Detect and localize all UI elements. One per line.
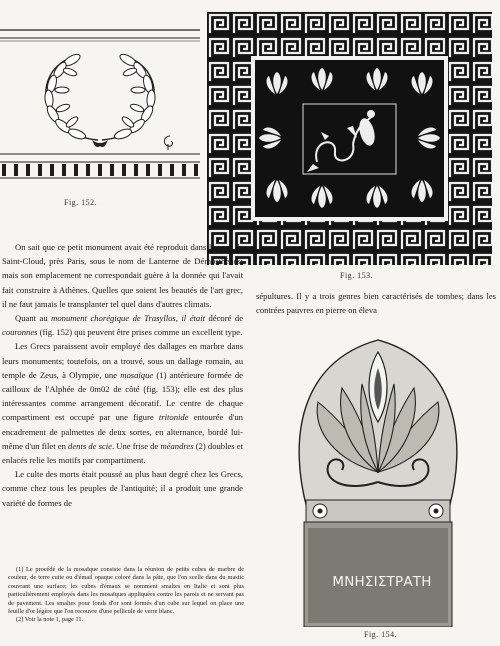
paragraph-mosaique: Les Grecs paraissent avoir employé des dallages en marbre dans leurs monuments; toutefois, on a trouvé, sous un dallage romain, au temple de Zeus, à Olympie, une mosaïque (1) antérieure formée de cailloux de l'Alphée de 0m02 de côté (fig. 153); elle est des plus intéressantes comme arrangement décoratif. Le centre de chaque compartiment est occupé par une figure tritonide entourée d'un encadrement de palmettes de deux sortes, en alternance, bordé lui-même d'un filet en dents de scie. Une frise de méandres (2) doubles et enlacés relie les motifs par compartiment. xyxy=(2,341,243,466)
footnote-2: (2) Voir la note 1, page 11. xyxy=(16,616,84,624)
left-column xyxy=(2,240,243,510)
stele-inscription: ΜΝΗΣΙΣΤΡΑΤΗ xyxy=(332,574,432,590)
paragraph-culte-morts: Le culte des morts était poussé au plus haut degré chez les Grecs, comme chez tous les peuples de l'antiquité; il a produit une grande variété de formes de xyxy=(2,469,243,508)
mosaic-illustration xyxy=(207,12,492,265)
figure-153-caption: Fig. 153. xyxy=(340,271,374,280)
right-column xyxy=(256,289,496,317)
paragraph-lanterne: On sait que ce petit monument avait été reproduit dans le parc de Saint-Cloud, près Paris, sous le nom de Lanterne de Démosthènes; mais son emplacement ne correspondait guère à la donnée qui l'avait fait construire à Athènes. Quelles que soient les beautés de l'art grec, il ne faut jamais le transplanter tel quel dans d'autres climats. xyxy=(2,242,243,309)
laurel-wreath-illustration xyxy=(0,0,200,200)
footnotes xyxy=(8,566,244,625)
figure-154 xyxy=(278,322,478,644)
paragraph-trasyllos: Quant au monument chorégique de Trasyllos, il était décoré de couronnes (fig. 152) qui peuvent être prises comme un excellent type. xyxy=(2,313,244,338)
figure-152 xyxy=(0,0,200,210)
figure-154-caption: Fig. 154. xyxy=(364,630,398,639)
figure-153 xyxy=(207,12,492,290)
footnote-1: (1) Le procédé de la mosaïque consiste dans la réunion de petits cubes de marbre de couleur, de terre cuite ou d'émail opaque coloré dans la pâte, que l'on scelle dans du mastic couvrant une surface; les cubes d'émaux se nomment smaltes en Italie et sont plus particulièrement employés dans les mosaïques appliquées contre les parois et ne servant pas de pavement. Les smaltes pour fonds d'or sont formés d'un cube sur lequel on place une feuille d'or légère que l'on recouvre d'une pellicule de verre blanc. xyxy=(8,566,244,616)
paragraph-sepultures: sépultures. Il y a trois genres bien caractérisés de tombes; dans les contrées pauvres en pierre on éleva xyxy=(256,291,496,316)
figure-152-caption: Fig. 152. xyxy=(64,198,98,207)
